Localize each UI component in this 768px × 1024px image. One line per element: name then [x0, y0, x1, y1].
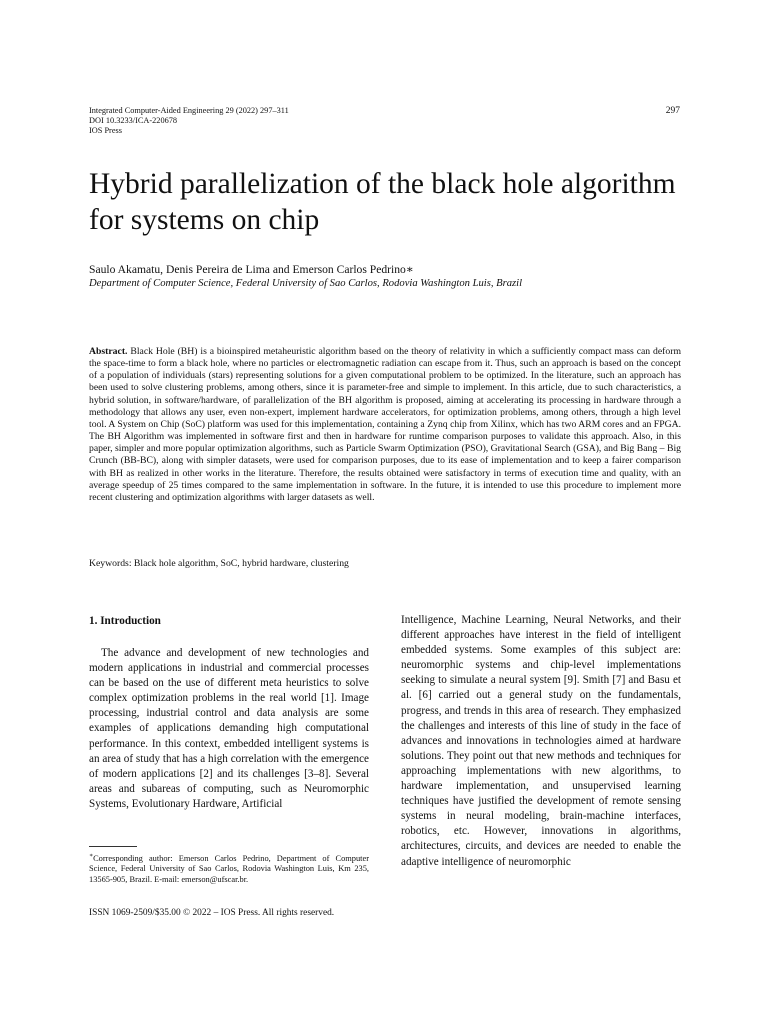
issn-line: ISSN 1069-2509/$35.00 © 2022 – IOS Press. All rights reserved.	[89, 908, 335, 918]
corresponding-author-footnote	[89, 851, 369, 885]
section-heading-introduction: 1. Introduction	[89, 615, 161, 627]
intro-paragraph-right: Intelligence, Machine Learning, Neural Networks, and their different approaches have interest in the field of intelligent embedded systems. Some examples of this subject are: neuromorphic systems and chip-level implementations seeking to simulate a neural system [9]. Smith [7] and Basu et al. [6] carried out a general study on the fundamentals, progress, and trends in this area of research. They emphasized the challenges and interests of this line of study in the face of advances and innovations in technologies aimed at hardware solutions. They point out that new methods and techniques for approaching implementations with new algorithms, to hardware implementation, and unsupervised learning techniques have justified the development of remote sensing systems in neural modeling, brain-machine interfaces, robotics, etc. However, innovations in algorithms, architectures, circuits, and devices are needed to enable the adaptive intelligence of neuromorphic	[401, 614, 681, 868]
keywords: Keywords: Black hole algorithm, SoC, hybrid hardware, clustering	[89, 558, 349, 569]
doi: DOI 10.3233/ICA-220678	[89, 116, 178, 125]
paper-title: Hybrid parallelization of the black hole algorithm for systems on chip	[89, 168, 676, 236]
footnote-text: Corresponding author: Emerson Carlos Pedrino, Department of Computer Science, Federal University of Sao Carlos, Rodovia Washington Luis, Km 235, 13565-905, Brazil. E-mail: emerson@ufscar.br.	[89, 853, 369, 884]
journal-header	[89, 106, 289, 136]
page-number: 297	[665, 106, 680, 116]
author-list: Saulo Akamatu, Denis Pereira de Lima and Emerson Carlos Pedrino∗	[89, 263, 414, 276]
journal-citation: Integrated Computer-Aided Engineering 29 (2022) 297–311	[89, 106, 289, 115]
publisher: IOS Press	[89, 126, 122, 135]
footnote-marker: ∗	[89, 853, 94, 859]
intro-paragraph-left: The advance and development of new technologies and modern applications in industrial and commercial processes can be based on the use of different meta heuristics to solve complex optimization problems in the real world [1]. Image processing, industrial control and data analysis are some examples of applications demanding high computational performance. In this context, embedded intelligent systems is an area of study that has a high correlation with the emergence of modern applications [2] and its challenges [3–8]. Several areas and subareas of computing, such as Neuromorphic Systems, Evolutionary Hardware, Artificial	[89, 647, 369, 810]
affiliation: Department of Computer Science, Federal University of Sao Carlos, Rodovia Washington Luis, Brazil	[89, 278, 523, 289]
abstract-text: Black Hole (BH) is a bioinspired metaheuristic algorithm based on the theory of relativity in which a sufficiently compact mass can deform the space-time to form a black hole, where no particles or electromagnetic radiation can escape from it. Thus, such an approach is based on the concept of a population of individuals (stars) representing solutions for a given computational problem to be optimized. In the literature, such an approach has been used to solve clustering problems, among others, since it is parameter-free and simple to implement. In this article, due to such characteristics, a hybrid solution, in software/hardware, of parallelization of the BH algorithm is proposed, aiming at accelerating its processing in hardware through a methodology that allows any user, even non-expert, implement hardware accelerators, for optimization problems, among others, through a high level tool. A System on Chip (SoC) platform was used for this implementation, containing a Zynq chip from Xilinx, which has two ARM cores and an FPGA. The BH Algorithm was implemented in software first and then in hardware for runtime comparison purposes to validate this approach. Also, in this paper, simpler and more popular optimization algorithms, such as Particle Swarm Optimization (PSO), Gravitational Search (GSA), and Big Bang – Big Crunch (BB-BC), along with simpler datasets, were used for comparison purposes, due to its ease of implementation and to keep a fairer comparison with BH as realized in other works in the literature. Therefore, the results obtained were satisfactory in terms of execution time and quality, with an average speedup of 25 times compared to the same implementation in software. In the future, it is intended to use this procedure to implement more recent clustering and optimization algorithms with larger datasets as well.	[89, 346, 681, 503]
right-column	[401, 613, 681, 870]
abstract-label: Abstract.	[89, 346, 128, 357]
left-column	[89, 646, 369, 812]
footnote-divider	[89, 846, 137, 847]
abstract	[89, 346, 681, 504]
